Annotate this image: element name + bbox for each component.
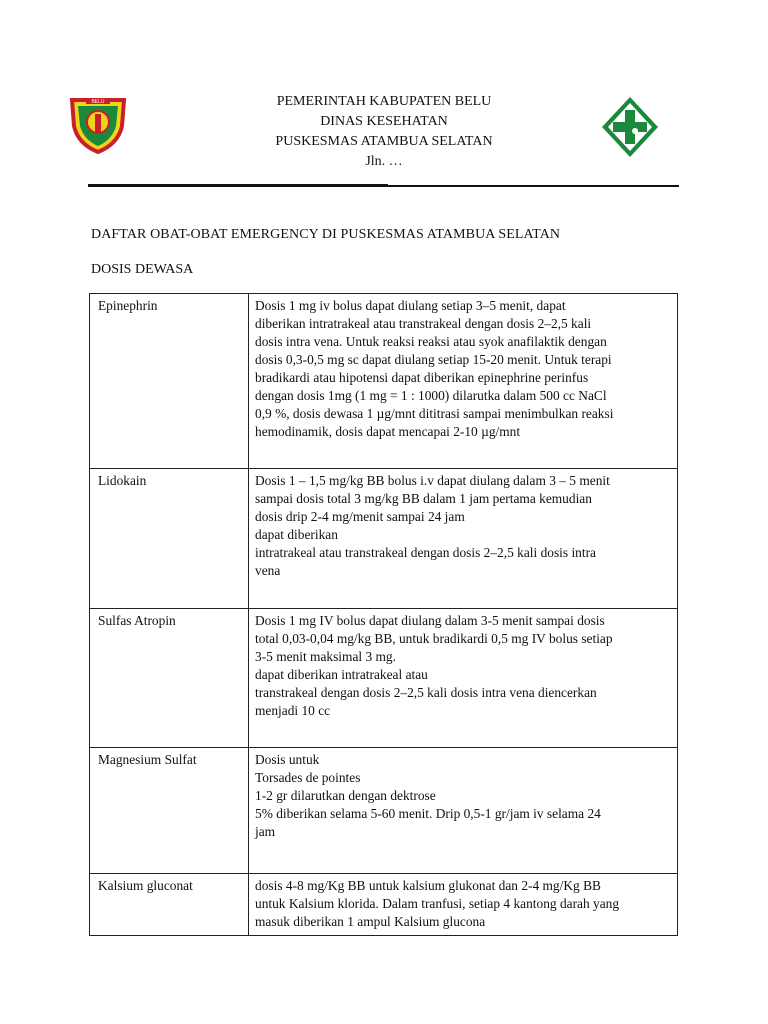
dosage-line: dosis drip 2-4 mg/menit sampai 24 jam	[255, 509, 465, 524]
dosage-line: Dosis 1 mg iv bolus dapat diulang setiap 3–5 menit, dapat	[255, 298, 566, 313]
dosage-line: sampai dosis total 3 mg/kg BB dalam 1 jam pertama kemudian	[255, 491, 592, 506]
drug-name-cell: Sulfas Atropin	[90, 609, 249, 748]
government-line: PEMERINTAH KABUPATEN BELU	[276, 94, 492, 109]
dosage-line: dosis intra vena. Untuk reaksi reaksi atau syok anafilaktik dengan	[255, 334, 607, 349]
dosage-line: untuk Kalsium klorida. Dalam tranfusi, setiap 4 kantong darah yang	[255, 896, 620, 911]
dosage-line: bradikardi atau hipotensi dapat diberikan epinephrine perinfus	[255, 370, 589, 385]
puskesmas-cross-logo-icon	[599, 94, 661, 160]
table-row	[90, 748, 678, 874]
dosage-cell	[249, 874, 678, 936]
dosage-cell	[249, 748, 678, 874]
header-divider	[88, 185, 679, 187]
emblem-text: BELU	[91, 99, 105, 105]
dosage-cell	[249, 469, 678, 609]
drug-name-cell: Epinephrin	[90, 294, 249, 469]
dosage-line: hemodinamik, dosis dapat mencapai 2-10 µg/mnt	[255, 424, 521, 439]
drug-name-cell: Magnesium Sulfat	[90, 748, 249, 874]
dosage-line: dapat diberikan intratrakeal atau	[255, 667, 428, 682]
dosage-line: total 0,03-0,04 mg/kg BB, untuk bradikardi 0,5 mg IV bolus setiap	[255, 631, 613, 646]
dosage-line: dosis 0,3-0,5 mg sc dapat diulang setiap 15-20 menit. Untuk terapi	[255, 352, 612, 367]
table-row	[90, 609, 678, 748]
dosage-line: Torsades de pointes	[255, 770, 361, 785]
dosage-cell	[249, 609, 678, 748]
dosage-line: dosis 4-8 mg/Kg BB untuk kalsium glukonat dan 2-4 mg/Kg BB	[255, 878, 601, 893]
dosage-line: transtrakeal dengan dosis 2–2,5 kali dosis intra vena diencerkan	[255, 685, 597, 700]
dosage-cell	[249, 294, 678, 469]
dosage-line: jam	[255, 824, 276, 839]
table-row	[90, 469, 678, 609]
dosage-line: 1-2 gr dilarutkan dengan dektrose	[255, 788, 436, 803]
dosage-line: masuk diberikan 1 ampul Kalsium glucona	[255, 914, 486, 929]
address-line: Jln. …	[365, 154, 403, 169]
dosage-line: menjadi 10 cc	[255, 703, 331, 718]
dosage-line: 3-5 menit maksimal 3 mg.	[255, 649, 396, 664]
table-row	[90, 294, 678, 469]
drug-name-cell: Kalsium gluconat	[90, 874, 249, 936]
dosage-line: 5% diberikan selama 5-60 menit. Drip 0,5-1 gr/jam iv selama 24	[255, 806, 601, 821]
table-row	[90, 874, 678, 936]
dosage-line: 0,9 %, dosis dewasa 1 µg/mnt dititrasi sampai menimbulkan reaksi	[255, 406, 614, 421]
dosage-line: Dosis 1 – 1,5 mg/kg BB bolus i.v dapat diulang dalam 3 – 5 menit	[255, 473, 610, 488]
clinic-line: PUSKESMAS ATAMBUA SELATAN	[275, 134, 493, 149]
document-title: DAFTAR OBAT-OBAT EMERGENCY DI PUSKESMAS ATAMBUA SELATAN	[91, 227, 561, 242]
dosage-line: Dosis untuk	[255, 752, 320, 767]
dosage-line: dengan dosis 1mg (1 mg = 1 : 1000) dilarutka dalam 500 cc NaCl	[255, 388, 607, 403]
drug-name-cell: Lidokain	[90, 469, 249, 609]
agency-line: DINAS KESEHATAN	[320, 114, 448, 129]
dosage-line: Dosis 1 mg IV bolus dapat diulang dalam 3-5 menit sampai dosis	[255, 613, 605, 628]
document-subtitle: DOSIS DEWASA	[91, 262, 194, 277]
dosage-line: dapat diberikan	[255, 527, 338, 542]
drug-dosage-table	[89, 293, 678, 936]
dosage-line: intratrakeal atau transtrakeal dengan dosis 2–2,5 kali dosis intra	[255, 545, 596, 560]
dosage-line: diberikan intratrakeal atau transtrakeal dengan dosis 2–2,5 kali	[255, 316, 592, 331]
dosage-line: vena	[255, 563, 281, 578]
